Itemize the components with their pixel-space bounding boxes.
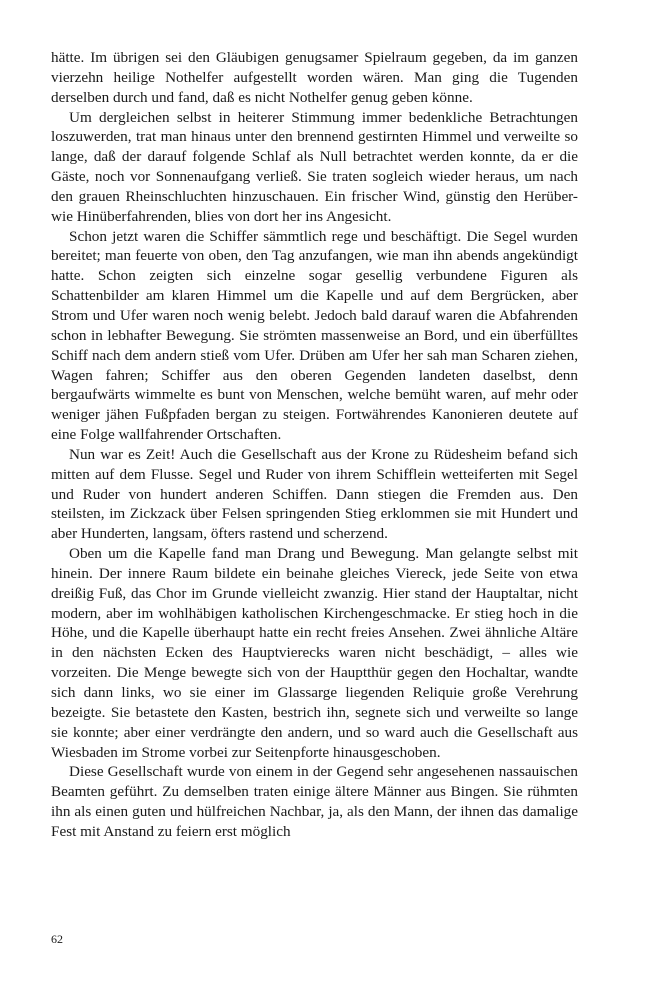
paragraph: Oben um die Kapelle fand man Drang und Bewegung. Man gelangte selbst mit hinein. Der innere Raum bildete ein beinahe gleiches Viereck, jede Seite von etwa dreißig Fuß, das Chor im Grunde vielleicht zwanzig. Hier stand der Hauptaltar, nicht modern, aber im wohlhäbigen katholischen Kirchengeschmacke. Er stieg hoch in die Höhe, und die Kapelle überhaupt hatte ein recht freies Ansehen. Zwei ähnliche Altäre in den nächsten Ecken des Hauptvierecks waren nicht beschädigt, – alles wie vorzeiten. Die Menge bewegte sich von der Hauptthür gegen den Hochaltar, wandte sich dann links, wo sie einer im Glassarge liegenden Reliquie große Verehrung bezeigte. Sie betastete den Kasten, bestrich ihn, segnete sich und verweilte so lange sie konnte; aber einer verdrängte den andern, und so ward auch die Gesellschaft aus Wiesbaden im Strome vorbei zur Seitenpforte hinausgeschoben. xyxy=(51,545,578,761)
paragraph: Diese Gesellschaft wurde von einem in der Gegend sehr angesehenen nassauischen Beamten geführt. Zu demselben traten einige ältere Männer aus Bingen. Sie rühmten ihn als einen guten und hülfreichen Nachbar, ja, als den Mann, der ihnen das damalige Fest mit Anstand zu feiern erst möglich xyxy=(51,763,578,840)
page-body xyxy=(51,48,578,842)
paragraph-continuation: hätte. Im übrigen sei den Gläubigen genugsamer Spielraum gegeben, da im ganzen vierzehn heilige Nothelfer aufgestellt worden wären. Man ging die Tugenden derselben durch und fand, daß es nicht Nothelfer genug geben könne. xyxy=(51,49,578,106)
paragraph: Nun war es Zeit! Auch die Gesellschaft aus der Krone zu Rüdesheim befand sich mitten auf dem Flusse. Segel und Ruder von ihrem Schifflein wetteiferten mit Segel und Ruder von hundert anderen Schiffen. Dann stiegen die Fremden aus. Den steilsten, im Zickzack über Felsen springenden Stieg erklommen sie mit Hundert und aber Hunderten, langsam, öfters rastend und scherzend. xyxy=(51,445,578,543)
paragraph: Um dergleichen selbst in heiterer Stimmung immer bedenkliche Betrachtungen loszuwerden, trat man hinaus unter den brennend gestirnten Himmel und verweilte so lange, daß der darauf folgende Schlaf als Null betrachtet werden konnte, da er die Gäste, noch vor Sonnenaufgang verließ. Sie traten sogleich wieder heraus, um nach den grauen Rheinschluchten hinzuschauen. Ein frischer Wind, günstig den Herüber- wie Hinüberfahrenden, blies von dort her ins Angesicht. xyxy=(51,108,578,225)
paragraph: Schon jetzt waren die Schiffer sämmtlich rege und beschäftigt. Die Segel wurden bereitet; man feuerte von oben, den Tag anzufangen, wie man ihn abends angekündigt hatte. Schon zeigten sich einzelne sogar gesellig verbundene Figuren als Schattenbilder am klaren Himmel um die Kapelle und auf dem Bergrücken, aber Strom und Ufer waren noch wenig belebt. Jedoch bald darauf waren die Abfahrenden schon in lebhafter Bewegung. Sie strömten massenweise an Bord, und ein überfülltes Schiff nach dem andern stieß vom Ufer. Drüben am Ufer her sah man Scharen ziehen, Wagen fahren; Schiffer aus den oberen Gegenden landeten daselbst, denn bergaufwärts wimmelte es bunt von Menschen, welche bemüht waren, auf mehr oder weniger jähen Fußpfaden bergan zu steigen. Fortwährendes Kanonieren deutete auf eine Folge wallfahrender Ortschaften. xyxy=(51,227,578,444)
page-number: 62 xyxy=(51,932,63,946)
